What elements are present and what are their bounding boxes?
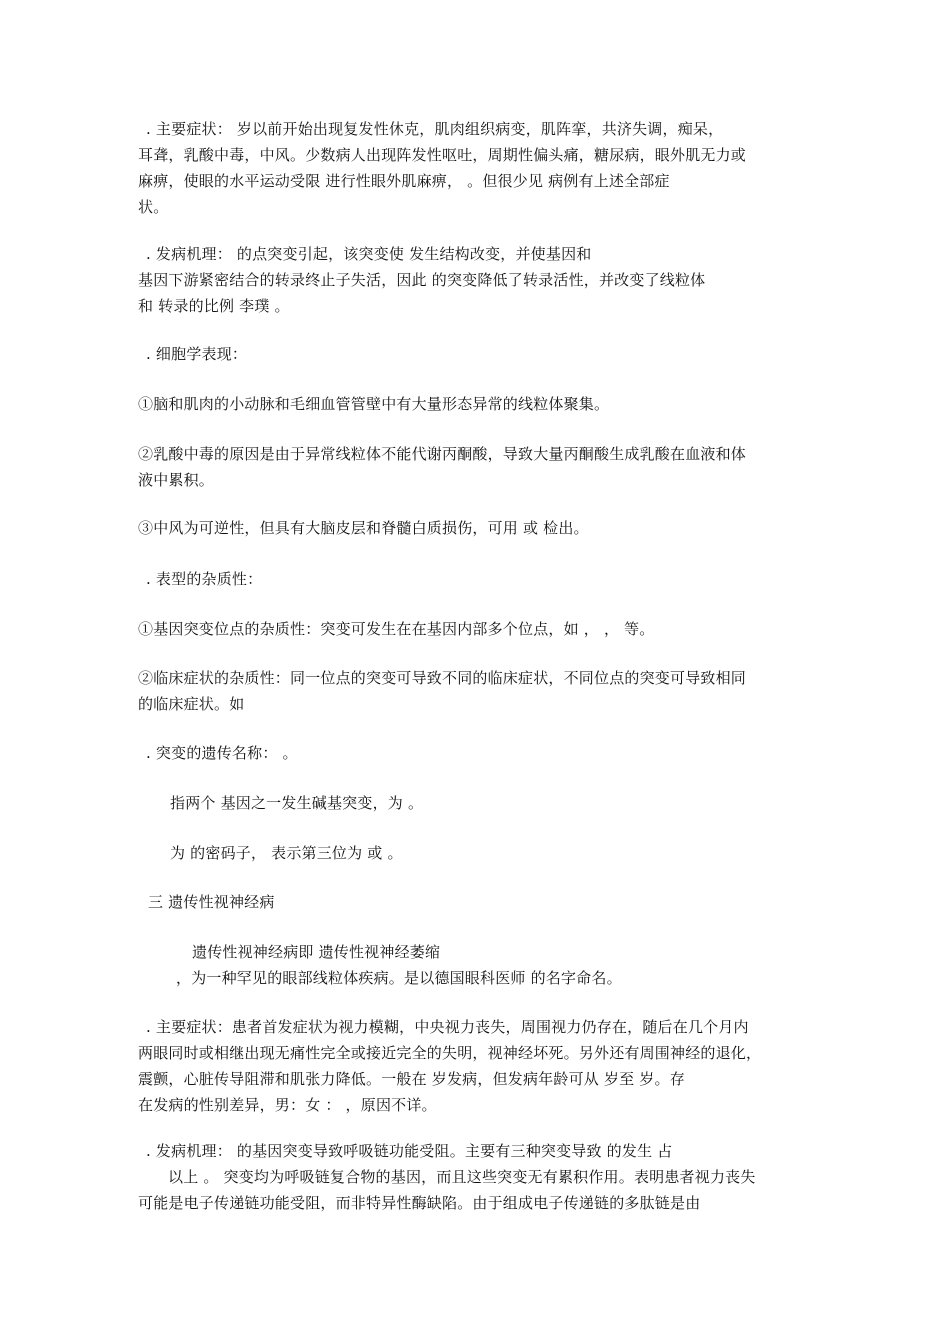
text-line: 麻痹，使眼的水平运动受限 进行性眼外肌麻痹， 。但很少见 病例有上述全部症 [138, 172, 670, 190]
section-heading: . 细胞学表现： [146, 345, 248, 363]
section-heading: . 突变的遗传名称： 。 [146, 744, 298, 762]
text-line: 耳聋，乳酸中毒，中风。少数病人出现阵发性呕吐，周期性偏头痛，糖尿病，眼外肌无力或 [138, 146, 747, 164]
text-line: 的临床症状。如 [138, 695, 245, 713]
text-line: . 发病机理： 的点突变引起，该突变使 发生结构改变，并使基因和 [146, 245, 592, 263]
text-line: 以上 。 突变均为呼吸链复合物的基因，而且这些突变无有累积作用。表明患者视力丧失 [168, 1168, 756, 1186]
section-heading: 三 遗传性视神经病 [148, 893, 275, 911]
text-line: 和 转录的比例 李璞 。 [138, 297, 290, 315]
text-line: ①基因突变位点的杂质性：突变可发生在在基因内部多个位点，如 ， ， 等。 [138, 620, 655, 638]
text-line: . 主要症状：患者首发症状为视力模糊，中央视力丧失，周围视力仍存在，随后在几个月内 [146, 1018, 749, 1036]
text-line: 遗传性视神经病即 遗传性视神经萎缩 [192, 943, 441, 961]
text-line: ，为一种罕见的眼部线粒体疾病。是以德国眼科医师 的名字命名。 [176, 969, 622, 987]
text-line: ③中风为可逆性，但具有大脑皮层和脊髓白质损伤，可用 或 检出。 [138, 519, 589, 537]
text-line: 基因下游紧密结合的转录终止子失活，因此 的突变降低了转录活性，并改变了线粒体 [138, 271, 706, 289]
text-line: ①脑和肌肉的小动脉和毛细血管管壁中有大量形态异常的线粒体聚集。 [138, 395, 610, 413]
text-line: 液中累积。 [138, 471, 215, 489]
text-line: 指两个 基因之一发生碱基突变，为 。 [170, 794, 424, 812]
section-heading: . 表型的杂质性： [146, 570, 263, 588]
text-line: ②乳酸中毒的原因是由于异常线粒体不能代谢丙酮酸，导致大量丙酮酸生成乳酸在血液和体 [138, 445, 747, 463]
text-line: 为 的密码子， 表示第三位为 或 。 [170, 844, 403, 862]
text-line: ②临床症状的杂质性：同一位点的突变可导致不同的临床症状，不同位点的突变可导致相同 [138, 669, 747, 687]
text-line: 在发病的性别差异，男：女 ： ，原因不详。 [138, 1096, 437, 1114]
text-line: 可能是电子传递链功能受阻，而非特异性酶缺陷。由于组成电子传递链的多肽链是由 [138, 1194, 701, 1212]
text-line: 状。 [138, 198, 169, 216]
text-line: . 主要症状： 岁以前开始出现复发性休克，肌肉组织病变，肌阵挛，共济失调，痴呆， [146, 120, 724, 138]
text-line: 两眼同时或相继出现无痛性完全或接近完全的失明，视神经坏死。另外还有周围神经的退化， [138, 1044, 762, 1062]
text-line: . 发病机理： 的基因突变导致呼吸链功能受阻。主要有三种突变导致 的发生 占 [146, 1142, 673, 1160]
text-line: 震颤，心脏传导阻滞和肌张力降低。一般在 岁发病，但发病年龄可从 岁至 岁。存 [138, 1070, 685, 1088]
